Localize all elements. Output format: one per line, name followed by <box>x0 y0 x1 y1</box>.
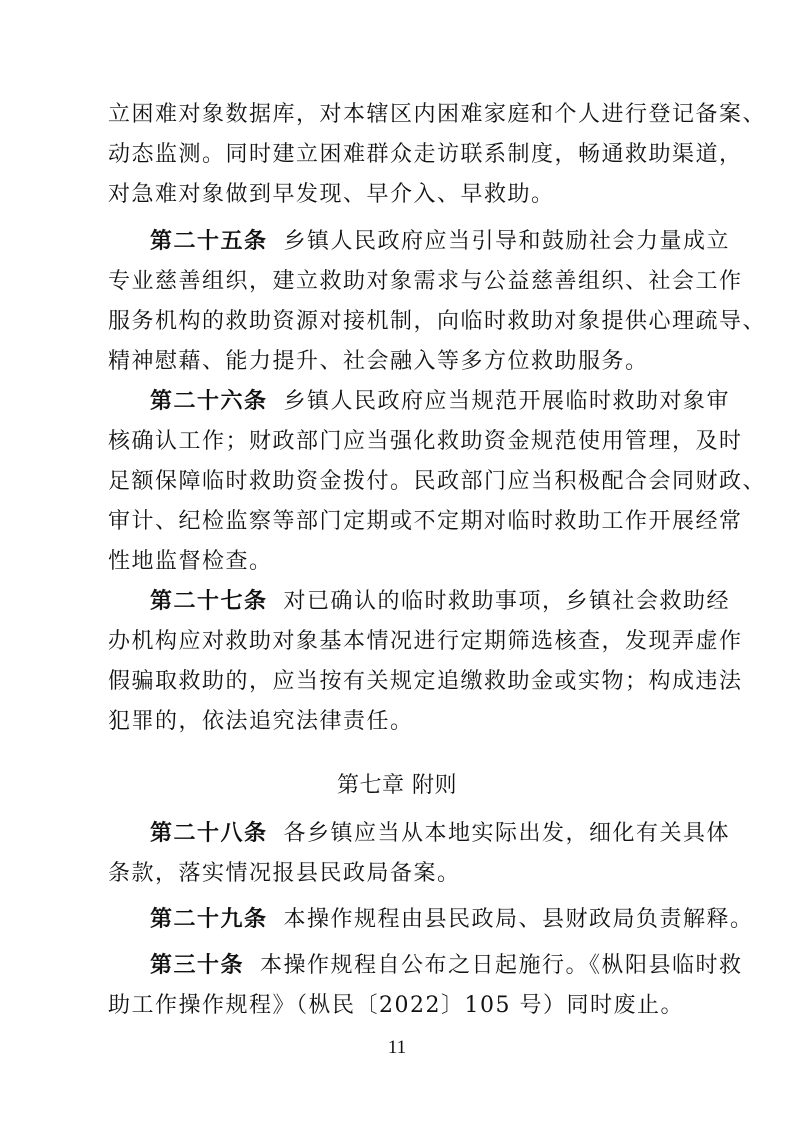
article-28-text: 各乡镇应当从本地实际出发，细化有关具体 <box>283 821 731 846</box>
article-29-text: 本操作规程由县民政局、县财政局负责解释。 <box>283 907 754 932</box>
article-30-label: 第三十条 <box>150 953 245 978</box>
article-29-first-line <box>150 900 754 940</box>
article-25-label: 第二十五条 <box>150 229 268 254</box>
text-line: 精神慰藉、能力提升、社会融入等多方位救助服务。 <box>108 349 649 374</box>
article-25-first-line <box>150 222 731 262</box>
text-line: 办机构应对救助对象基本情况进行定期筛选核查，发现弄虚作 <box>108 629 743 654</box>
article-26-first-line <box>150 382 731 422</box>
article-30-text: 本操作规程自公布之日起施行。《枞阳县临时救 <box>260 953 743 978</box>
text-line: 条款，落实情况报县民政局备案。 <box>108 861 461 886</box>
text-line: 核确认工作；财政部门应当强化救助资金规范使用管理，及时 <box>108 429 743 454</box>
text-line: 服务机构的救助资源对接机制，向临时救助对象提供心理疏导、 <box>108 309 767 334</box>
page-number: 11 <box>387 1037 407 1058</box>
article-28-first-line <box>150 814 731 854</box>
article-29-label: 第二十九条 <box>150 907 268 932</box>
text-line: 动态监测。同时建立困难群众走访联系制度，畅通救助渠道， <box>108 142 743 167</box>
text-line: 审计、纪检监察等部门定期或不定期对临时救助工作开展经常 <box>108 509 743 534</box>
article-25-text: 乡镇人民政府应当引导和鼓励社会力量成立 <box>283 229 731 254</box>
article-27-label: 第二十七条 <box>150 589 268 614</box>
article-27-text: 对已确认的临时救助事项，乡镇社会救助经 <box>283 589 731 614</box>
article-28-label: 第二十八条 <box>150 821 268 846</box>
text-line: 犯罪的，依法追究法律责任。 <box>108 709 414 734</box>
text-line: 对急难对象做到早发现、早介入、早救助。 <box>108 182 555 207</box>
article-30-first-line <box>150 946 743 986</box>
text-line: 性地监督检查。 <box>108 549 273 574</box>
chapter-heading: 第七章 附则 <box>337 773 457 798</box>
text-line: 假骗取救助的，应当按有关规定追缴救助金或实物；构成违法 <box>108 669 743 694</box>
text-line: 专业慈善组织，建立救助对象需求与公益慈善组织、社会工作 <box>108 269 743 294</box>
article-27-first-line <box>150 582 731 622</box>
text-line: 足额保障临时救助资金拨付。民政部门应当积极配合会同财政、 <box>108 469 767 494</box>
text-line: 助工作操作规程》（枞民〔2022〕105 号）同时废止。 <box>108 993 684 1018</box>
article-26-label: 第二十六条 <box>150 389 268 414</box>
article-26-text: 乡镇人民政府应当规范开展临时救助对象审 <box>283 389 731 414</box>
text-line: 立困难对象数据库，对本辖区内困难家庭和个人进行登记备案、 <box>108 102 767 127</box>
